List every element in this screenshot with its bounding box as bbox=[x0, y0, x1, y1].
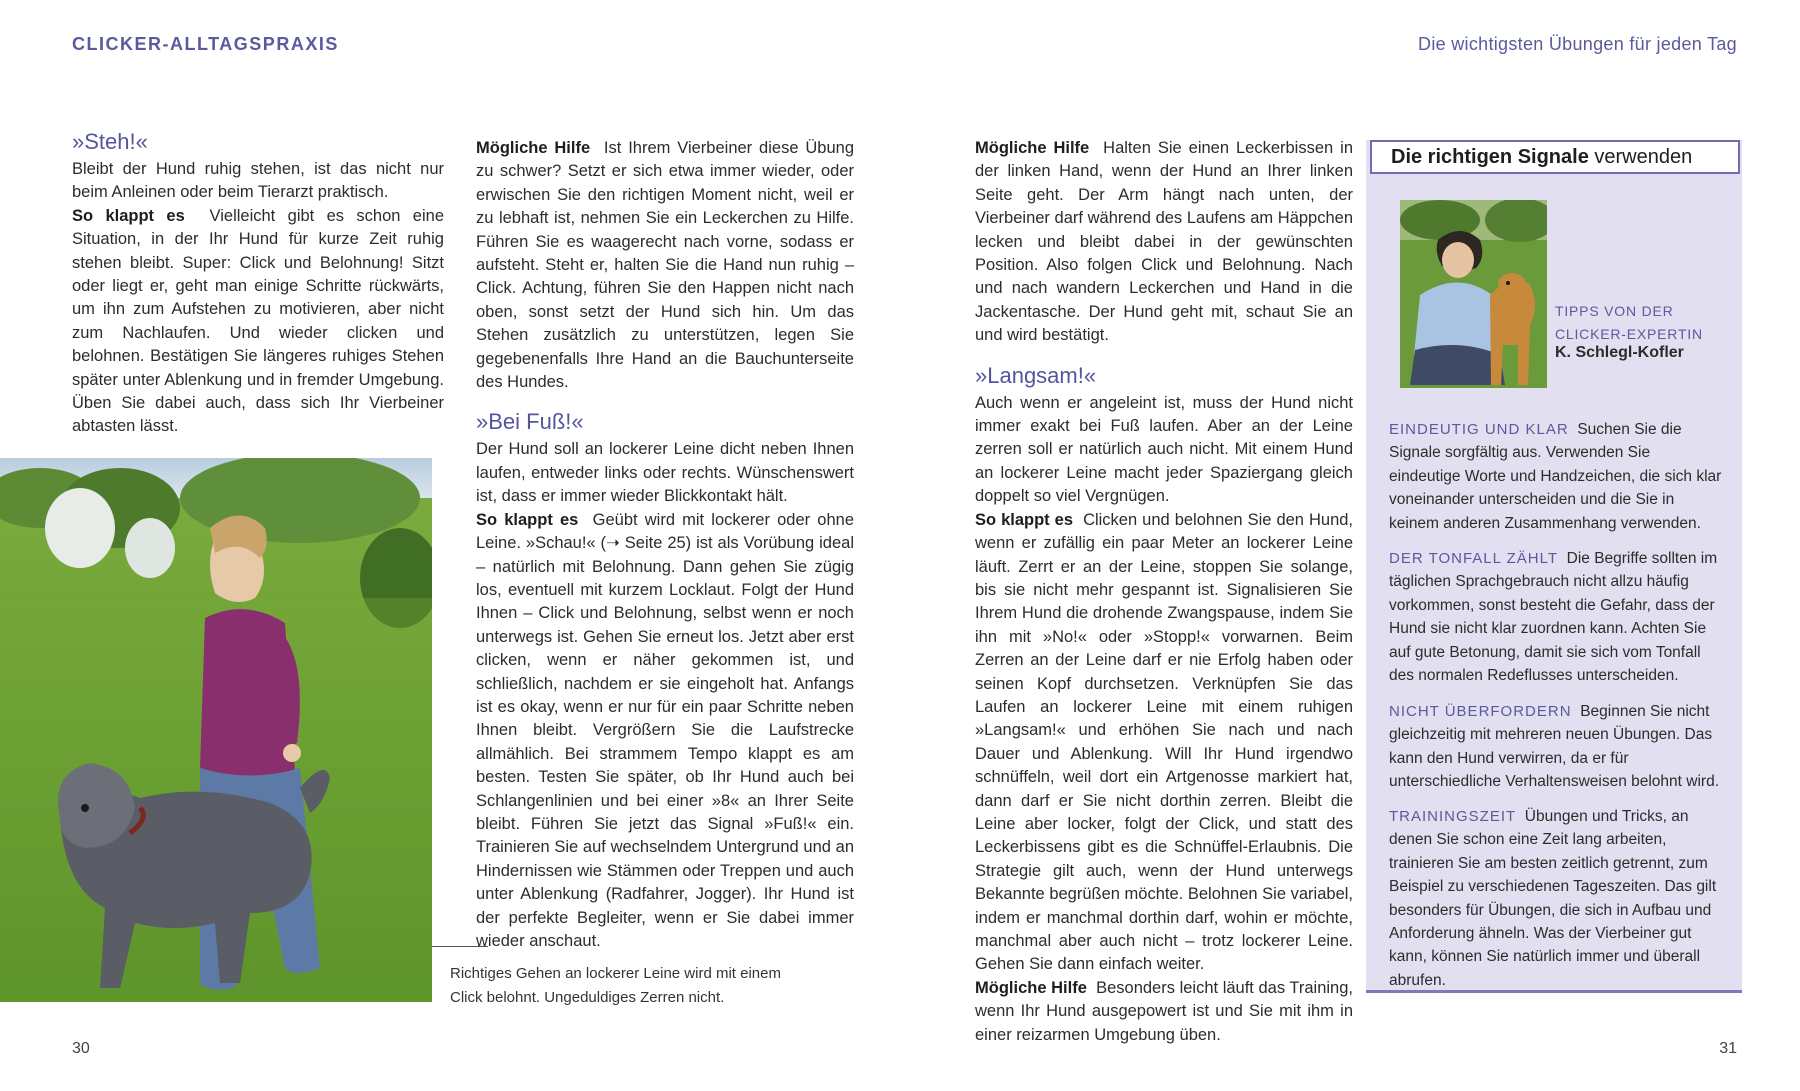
paragraph-steh-how bbox=[72, 205, 444, 439]
paragraph-text: Besonders leicht läuft das Training, wenn Ihr Hund ausgepowert ist und Sie mit ihm in einer reizarmen Umgebung üben. bbox=[975, 978, 1353, 1044]
paragraph-hilfe-steh bbox=[476, 137, 854, 394]
paragraph-text: Clicken und belohnen Sie den Hund, wenn er zufällig ein paar Meter an lockerer Leine läuft. Zerrt er an der Leine, stoppen Sie solange, bis sie nicht mehr gespannt ist. Signalisieren Sie Ihrem Hund die drohende Zwangspause, indem Sie ihn mit »No!« oder »Stopp!« vorwarnen. Beim Zerren an der Leine darf er nie Erfolg haben oder seinen Kopf durchsetzen. Verknüpfen Sie das Laufen an lockerer Leine mit einem ruhigen »Langsam!« und erhöhen Sie nach und nach Dauer und Ablenkung. Will Ihr Hund irgendwo schnüffeln, weil dort ein Artgenosse markiert hat, dann darf er Sie nicht dorthin zerren. Bleibt die Leine aber locker, folgt der Click, und statt des Leckerbissens gibt es die Schnüffel-Erlaubnis. Die Strategie gilt auch, wenn der Hund unterwegs Bekannte begrüßen möchte. Belohnen Sie variabel, indem er manchmal dorthin darf, wohin er möchte, manchmal aber auch nicht – trotz lockerer Leine. Gehen Sie dann einfach weiter. bbox=[975, 510, 1354, 974]
expert-label-line-2: CLICKER-EXPERTIN bbox=[1555, 326, 1703, 342]
running-head-left: CLICKER-ALLTAGSPRAXIS bbox=[72, 34, 339, 54]
column-langsam bbox=[975, 137, 1353, 1047]
page-number-left: 30 bbox=[72, 1040, 90, 1057]
lead-label: Mögliche Hilfe bbox=[476, 139, 591, 157]
heading-bei-fuss: »Bei Fuß!« bbox=[476, 409, 584, 435]
lead-label: Mögliche Hilfe bbox=[975, 139, 1090, 157]
tip-eindeutig bbox=[1389, 418, 1723, 535]
tip-body: Beginnen Sie nicht gleichzeitig mit mehreren neuen Übungen. Das kann den Hund verwirren, da er für unterschiedliche Verhaltensweisen belohnt wird. bbox=[1389, 703, 1720, 791]
lead-label: So klappt es bbox=[72, 206, 185, 225]
tip-tonfall bbox=[1389, 547, 1723, 687]
paragraph-langsam-how bbox=[975, 509, 1353, 977]
sidebar-title-bold: Die richtigen Signale bbox=[1391, 146, 1589, 168]
photo-expert-with-dog bbox=[1400, 200, 1547, 388]
paragraph-text: Geübt wird mit lockerer oder ohne Leine. »Schau!« (➝ Seite 25) ist als Vorübung ideal – natürlich mit Belohnung. Dann gehen Sie zügig los, eventuell mit kurzem Locklaut. Folgt der Hund Ihnen – Click und Belohnung, selbst wenn er noch unterwegs ist. Gehen Sie erneut los. Jetzt aber erst clicken, wenn er näher gekommen ist, und schließlich, nachdem er sie eingeholt hat. Anfangs ist es okay, wenn er nur für ein paar Schritte neben Ihnen bleibt. Vergrößern Sie die Laufstrecke allmählich. Bei strammem Tempo klappt es am besten. Testen Sie später, ob Ihr Hund auch bei Schlangenlinien und bei einer »8« an Ihrer Seite bleibt. Führen Sie jetzt das Signal »Fuß!« ein. Trainieren Sie auf wechselndem Untergrund und an Hindernissen wie Stämmen oder Treppen und auch unter Ablenkung (Radfahrer, Jogger). Ihr Hund ist der perfekte Begleiter, wenn er Sie dabei immer wieder anschaut. bbox=[476, 510, 855, 950]
lead-label: Mögliche Hilfe bbox=[975, 978, 1087, 997]
paragraph-hilfe-langsam bbox=[975, 977, 1353, 1047]
lead-label: So klappt es bbox=[975, 510, 1074, 529]
tip-heading: EINDEUTIG UND KLAR bbox=[1389, 421, 1569, 438]
sidebar-title bbox=[1370, 140, 1740, 174]
paragraph-hilfe-fuss bbox=[975, 137, 1353, 348]
paragraph-text: Ist Ihrem Vierbeiner diese Übung zu schwer? Setzt er sich etwa immer wieder, oder erwischen Sie den richtigen Moment nicht, weil er zu lebhaft ist, nehmen Sie ein Leckerchen zu Hilfe. Führen Sie es waagerecht nach vorne, sodass er aufsteht. Steht er, halten Sie die Hand nun ruhig – Click. Achtung, führen Sie den Happen nicht nach oben, sonst setzt der Hund sich hin. Um das Stehen zusätzlich zu unterstützen, legen Sie gegebenenfalls Ihre Hand an die Bauchunterseite des Hundes. bbox=[476, 139, 854, 392]
running-head-right: Die wichtigsten Übungen für jeden Tag bbox=[1418, 34, 1737, 54]
tip-body: Suchen Sie die Signale sorgfältig aus. Verwenden Sie eindeutige Worte und Handzeichen, die sich klar voneinander unterscheiden und die Sie in keinem anderen Zusammenhang verwenden. bbox=[1389, 421, 1722, 532]
tip-heading: NICHT ÜBERFORDERN bbox=[1389, 703, 1572, 720]
page-number-right: 31 bbox=[1719, 1040, 1737, 1057]
heading-langsam: »Langsam!« bbox=[975, 362, 1097, 388]
tip-body: Die Begriffe sollten im täglichen Sprachgebrauch nicht allzu häufig vorkommen, sonst besteht die Gefahr, dass der Hund sie nicht klar zuordnen kann. Achten Sie auf gute Betonung, damit sie sich vom Tonfall des normalen Redeflusses unterscheiden. bbox=[1389, 550, 1718, 685]
paragraph-text: Vielleicht gibt es schon eine Situation, in der Ihr Hund für kurze Zeit ruhig stehen bleibt. Super: Click und Belohnung! Sitzt oder liegt er, geht man einige Schritte rückwärts, um ihn zum Aufstehen zu motivieren, aber nicht zum Nachlaufen. Und wieder clicken und belohnen. Bestätigen Sie längeres ruhiges Stehen später unter Ablenkung und in fremder Umgebung. Üben Sie dabei auch, dass sich Ihr Vierbeiner abtasten lässt. bbox=[72, 206, 445, 436]
column-bei-fuss bbox=[476, 137, 854, 953]
paragraph-text: Halten Sie einen Leckerbissen in der linken Hand, wenn der Hund an Ihrer linken Seite geht. Der Arm hängt nach unten, der Vierbeiner darf während des Laufens am Häppchen lecken und bleibt dabei in der gewünschten Position. Also folgen Click und Belohnung. Nach und nach wandern Leckerchen und Hand in die Jackentasche. Der Hund geht mit, schaut Sie an und wird bestätigt. bbox=[975, 139, 1354, 345]
expert-name: K. Schlegl-Kofler bbox=[1555, 344, 1684, 361]
column-steh bbox=[72, 128, 444, 439]
tip-heading: TRAININGSZEIT bbox=[1389, 808, 1517, 825]
walking-photo-illustration bbox=[0, 458, 432, 1002]
tip-body: Übungen und Tricks, an denen Sie schon eine Zeit lang arbeiten, trainieren Sie am besten zeitlich getrennt, zum Beispiel zu verschiedenen Tageszeiten. Das gilt besonders für Übungen, die sich in Aufbau und Anforderung ähneln. Was der Vierbeiner gut kann, können Sie natürlich immer und überall abrufen. bbox=[1389, 808, 1717, 989]
paragraph-steh-intro: Bleibt der Hund ruhig stehen, ist das nicht nur beim Anleinen oder beim Tierarzt praktisch. bbox=[72, 160, 444, 202]
paragraph-langsam-intro: Auch wenn er angeleint ist, muss der Hund nicht immer exakt bei Fuß laufen. Aber an der Leine zerren soll er natürlich auch nicht. Mit einem Hund an lockerer Leine macht jeder Spaziergang gleich doppelt so viel Vergnügen. bbox=[975, 393, 1353, 506]
lead-label: So klappt es bbox=[476, 510, 579, 529]
tip-nicht-ueberfordern bbox=[1389, 700, 1723, 794]
photo-caption: Richtiges Gehen an lockerer Leine wird mit einem Click belohnt. Ungeduldiges Zerren nicht. bbox=[450, 965, 781, 1006]
paragraph-bei-fuss-intro: Der Hund soll an lockerer Leine dicht neben Ihnen laufen, entweder links oder rechts. Wünschenswert ist, dass er immer wieder Blickkontakt hält. bbox=[476, 440, 854, 506]
heading-steh: »Steh!« bbox=[72, 129, 148, 154]
expert-label bbox=[1555, 300, 1703, 346]
photo-woman-walking-dog bbox=[0, 458, 432, 1002]
paragraph-bei-fuss-how bbox=[476, 509, 854, 954]
sidebar-title-rest: verwenden bbox=[1594, 146, 1693, 168]
tip-trainingszeit bbox=[1389, 805, 1723, 992]
expert-label-line-1: TIPPS VON DER bbox=[1555, 303, 1674, 319]
tip-heading: DER TONFALL ZÄHLT bbox=[1389, 550, 1558, 567]
expert-photo-illustration bbox=[1400, 200, 1547, 388]
